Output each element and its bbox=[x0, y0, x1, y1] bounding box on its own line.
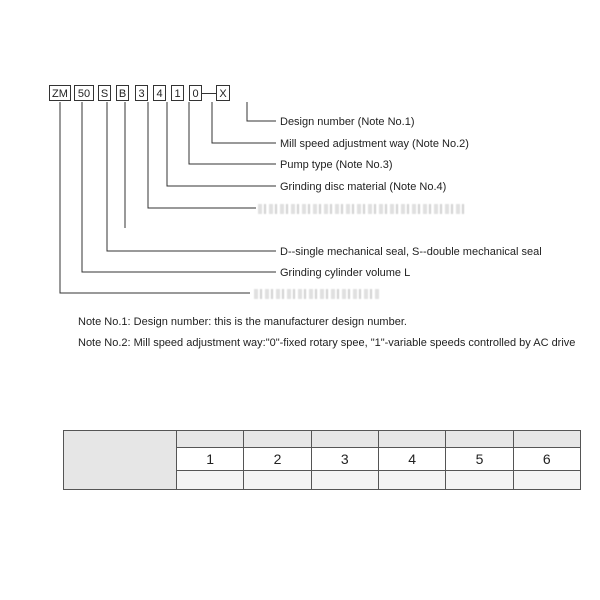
label-pump-type: Pump type (Note No.3) bbox=[280, 159, 393, 171]
note-2: Note No.2: Mill speed adjustment way:"0"-fixed rotary spee, "1"-variable speeds controlled by AC drive bbox=[78, 337, 576, 349]
line-seal-h bbox=[107, 102, 276, 251]
table-row bbox=[64, 431, 581, 448]
table-cell bbox=[177, 431, 244, 448]
table-cell: 3 bbox=[311, 448, 378, 471]
label-design-number: Design number (Note No.1) bbox=[280, 116, 415, 128]
label-seal: D--single mechanical seal, S--double mechanical seal bbox=[280, 246, 542, 258]
code-box-design: X bbox=[216, 85, 230, 101]
table-cell bbox=[513, 471, 580, 490]
table-cell bbox=[311, 431, 378, 448]
table-cell bbox=[513, 431, 580, 448]
code-box-zm: ZM bbox=[49, 85, 71, 101]
code-box-pump: 4 bbox=[153, 85, 166, 101]
illegible-label-material bbox=[258, 204, 466, 214]
spec-table bbox=[63, 430, 581, 490]
note-1: Note No.1: Design number: this is the manufacturer design number. bbox=[78, 316, 407, 328]
line-mill-speed bbox=[212, 102, 276, 143]
table-cell: 1 bbox=[177, 448, 244, 471]
code-box-material: B bbox=[116, 85, 129, 101]
table-cell bbox=[244, 431, 311, 448]
line-pump bbox=[189, 102, 276, 164]
table-cell: 4 bbox=[378, 448, 445, 471]
table-row-header bbox=[64, 431, 177, 490]
table-cell: 5 bbox=[446, 448, 513, 471]
line-material bbox=[148, 102, 256, 208]
illegible-label-model bbox=[254, 289, 380, 299]
table-cell bbox=[446, 471, 513, 490]
line-zm bbox=[60, 102, 250, 293]
code-box-seal: S bbox=[98, 85, 111, 101]
code-box-volume: 50 bbox=[74, 85, 94, 101]
label-mill-speed: Mill speed adjustment way (Note No.2) bbox=[280, 138, 469, 150]
table-cell bbox=[177, 471, 244, 490]
table-cell bbox=[244, 471, 311, 490]
line-cylinder bbox=[82, 102, 276, 272]
code-box-disc: 3 bbox=[135, 85, 148, 101]
label-cylinder: Grinding cylinder volume L bbox=[280, 267, 411, 279]
table-cell: 6 bbox=[513, 448, 580, 471]
table-cell bbox=[378, 431, 445, 448]
line-disc bbox=[167, 102, 276, 186]
table-cell: 2 bbox=[244, 448, 311, 471]
label-grinding-disc: Grinding disc material (Note No.4) bbox=[280, 181, 447, 193]
table-cell bbox=[446, 431, 513, 448]
table-cell bbox=[311, 471, 378, 490]
line-design bbox=[247, 102, 276, 121]
table-cell bbox=[378, 471, 445, 490]
code-box-zero: 0 bbox=[189, 85, 202, 101]
code-box-speed: 1 bbox=[171, 85, 184, 101]
